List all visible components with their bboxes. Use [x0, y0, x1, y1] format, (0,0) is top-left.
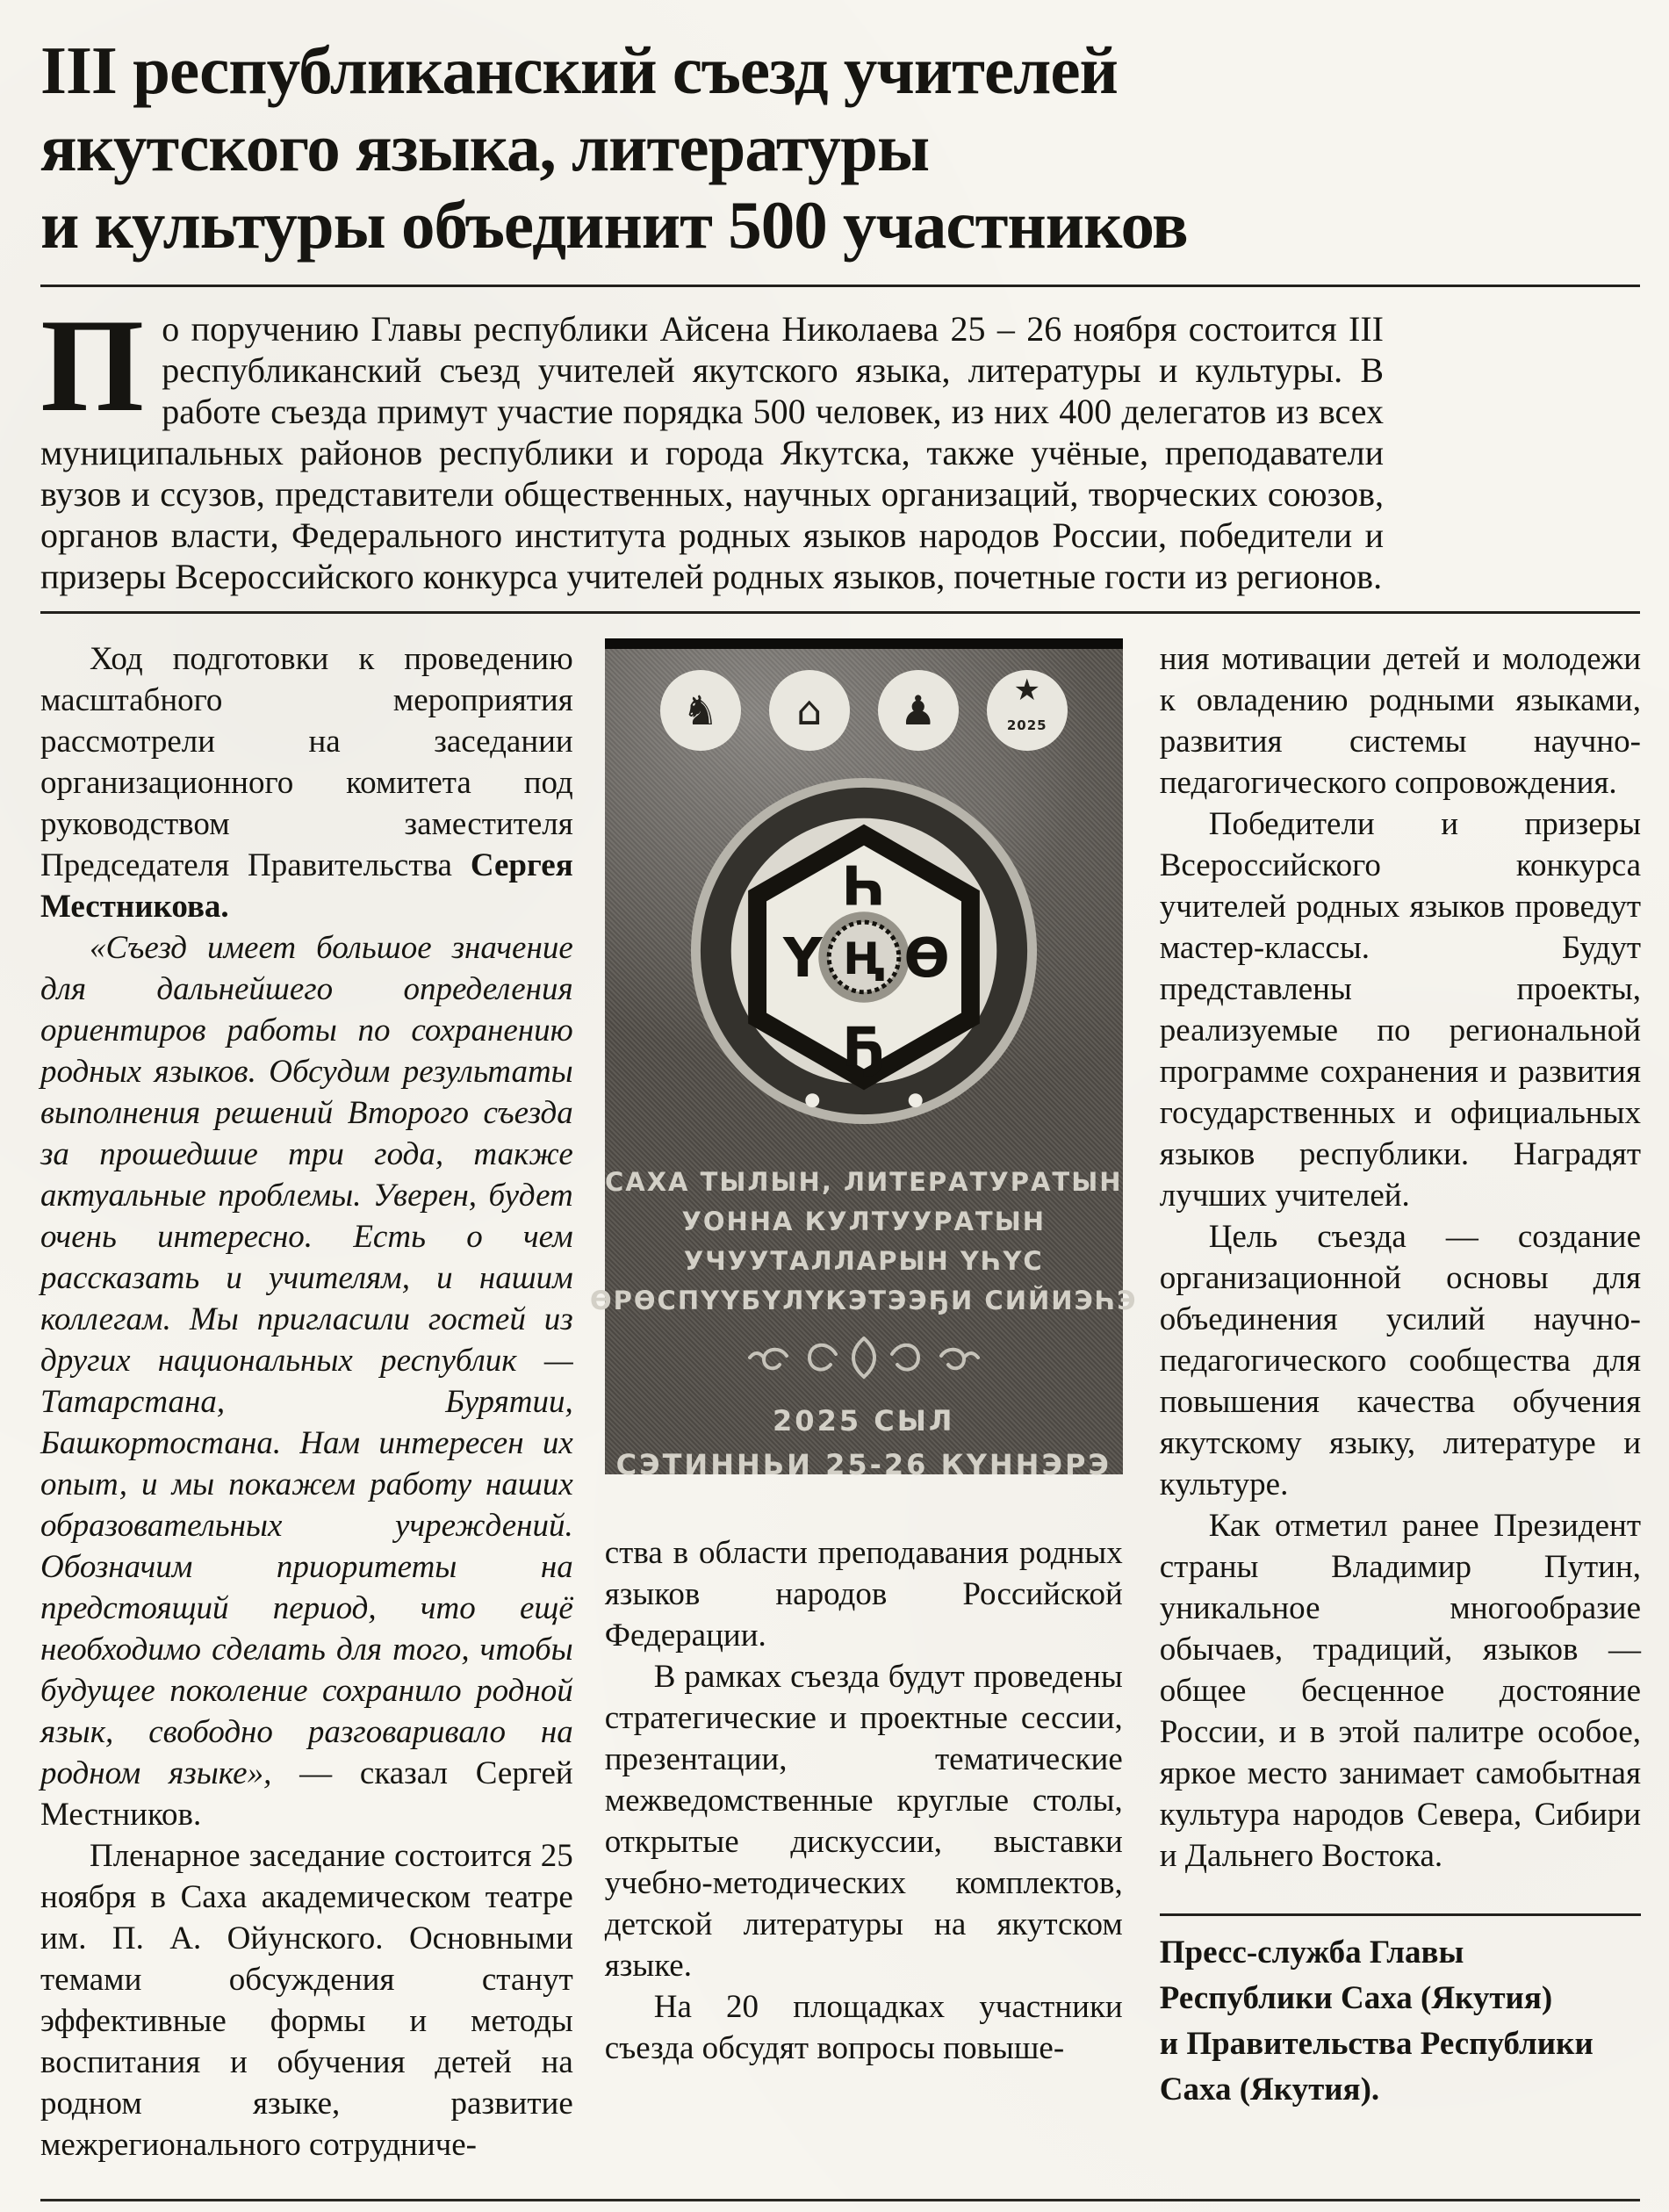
quote-paragraph: [40, 927, 573, 1835]
poster-title-line-4: ӨРӨСПҮҮБҮЛҮКЭТЭЭҔИ СИЙИЭҺЭ: [589, 1286, 1138, 1315]
lead-divider: [40, 611, 1640, 614]
headline-divider: [40, 285, 1640, 287]
paragraph: Как отметил ранее Президент страны Владимир Путин, уникальное многообразие обычаев, традиций, языков — общее бесценное достояние России, и в этой палитре особое, яркое место занимает самобытная культура народов Севера, Сибири и Дальнего Востока.: [1159, 1508, 1641, 1874]
emblem-letter-bottom: Ҕ: [841, 1015, 886, 1079]
sakha-congress-emblem: [685, 772, 1043, 1140]
paragraph: Цель съезда — создание организационной основы для объединения усилий научно-педагогического сообщества для повышения качества обучения якутскому языку, литературе и культуре.: [1159, 1219, 1641, 1502]
emblem-letter-top: Һ: [841, 854, 886, 919]
column-middle: [589, 638, 1138, 2165]
emblem-letter-center: Ң: [842, 933, 885, 984]
emblem-letter-left: Ү: [782, 926, 823, 990]
column-left: [40, 638, 573, 2165]
byline-divider: [1160, 1913, 1641, 1916]
lead-text: о поручению Главы республики Айсена Николаева 25 – 26 ноября состоится III республиканский съезд учителей якутского языка, литературы и культуры. В работе съезда примут участие порядка 500 человек, из них 400 делегатов из всех муниципальных районов республики и города Якутска, также учёные, преподаватели вузов и ссузов, представители общественных, научных организаций, творческих союзов, органов власти, Федерального института родных языков народов России, победители и призеры Всероссийского конкурса учителей родных языков, почетные гости из регионов.: [40, 309, 1384, 596]
poster-year: 2025 СЫЛ: [773, 1404, 955, 1437]
official-name-bold: Сергея Местникова.: [40, 847, 573, 925]
poster-logo-row: [660, 670, 1068, 751]
poster-dates: СЭТИННЬИ 25-26 КҮННЭРЭ: [615, 1448, 1111, 1481]
paragraph: Победители и призеры Всероссийского конкурса учителей родных языков проведут мастер-классы. Будут представлены проекты, реализуемые по региональной программе сохранения и развития государственных и официальных языков республики. Наградят лучших учителей.: [1159, 806, 1641, 1214]
monument-emblem-icon: [878, 670, 959, 751]
headline-line-1: III республиканский съезд учителей: [40, 32, 1118, 108]
paragraph: [40, 638, 573, 927]
star-2025-emblem-icon: [987, 670, 1068, 751]
congress-poster-image: [589, 638, 1138, 1481]
emblem-dot-right: [909, 1093, 923, 1107]
article-columns: [40, 638, 1641, 2165]
emblem-dot-left: [805, 1093, 819, 1107]
building-emblem-icon: [769, 670, 850, 751]
paragraph: В рамках съезда будут проведены стратегические и проектные сессии, презентации, тематические межведомственные круглые столы, открытые дискуссии, выставки учебно-методических комплектов, детской литературы на якутском языке.: [604, 1659, 1123, 1984]
headline-line-2: якутского языка, литературы: [40, 110, 930, 185]
headline-line-3: и культуры объединит 500 участников: [40, 187, 1188, 263]
byline-line-3: и Правительства Республики: [1159, 2026, 1593, 2062]
paragraph-text: Ход подготовки к проведению масштабного мероприятия рассмотрели на заседании организационного комитета под руководством заместителя Председателя Правительства: [40, 641, 573, 883]
poster-title: [590, 1163, 1138, 1321]
byline: [1160, 1930, 1641, 2113]
poster-title-line-2: УОННА КУЛТУУРАТЫН: [681, 1207, 1047, 1236]
paragraph-continuation: ства в области преподавания родных языков народов Российской Федерации.: [604, 1535, 1123, 1654]
paragraph-continuation: ния мотивации детей и молодежи к овладению родными языками, развития системы научно-педагогического сопровождения.: [1159, 641, 1641, 801]
badge-year-label: 2025: [1006, 717, 1047, 733]
ornament-divider: [732, 1329, 996, 1394]
column-right: [1160, 638, 1641, 2165]
quote-text: «Съезд имеет большое значение для дальнейшего определения ориентиров работы по сохранению родных языков. Обсудим результаты выполнения решений Второго съезда за прошедшие три года, также актуальные проблемы. Уверен, будет очень интересно. Есть о чем рассказать и учителям, и нашим коллегам. Мы пригласили гостей из других национальных республик — Татарстана, Бурятии, Башкортостана. Нам интересен их опыт, и мы покажем работу наших образовательных учреждений. Обозначим приоритеты на предстоящий период, что ещё необходимо сделать для того, чтобы будущее поколение сохранило родной язык, свободно разговаривало на родном языке»,: [40, 930, 573, 1791]
poster-title-line-1: САХА ТЫЛЫН, ЛИТЕРАТУРАТЫН: [604, 1167, 1123, 1197]
byline-line-1: Пресс-служба Главы: [1159, 1935, 1464, 1971]
article-headline: [40, 32, 1641, 263]
byline-line-4: Саха (Якутия).: [1159, 2071, 1380, 2108]
horse-glyph: ♞: [682, 687, 719, 734]
page-bottom-rule: [40, 2199, 1640, 2201]
byline-line-2: Республики Саха (Якутия): [1159, 1980, 1553, 2016]
star-glyph: ★: [1013, 672, 1040, 708]
drop-cap: П: [40, 292, 145, 439]
monument-glyph: ♟: [900, 687, 937, 734]
paragraph: На 20 площадках участники съезда обсудят вопросы повыше-: [604, 1989, 1123, 2066]
quote-attribution: — сказал Сергей Местников.: [40, 1755, 573, 1833]
paragraph: Пленарное заседание состоится 25 ноября в Саха академическом театре им. П. А. Ойунского. Основными темами обсуждения станут эффективные формы и методы воспитания и обучения детей на родном языке, развитие межрегионального сотрудниче-: [40, 1838, 573, 2163]
building-glyph: ⌂: [796, 687, 823, 734]
horse-emblem-icon: [660, 670, 741, 751]
poster-title-line-3: УЧУУТАЛЛАРЫН ҮҺҮС: [683, 1246, 1044, 1276]
lead-paragraph: [40, 292, 1384, 597]
emblem-letter-right: Ө: [903, 926, 950, 990]
